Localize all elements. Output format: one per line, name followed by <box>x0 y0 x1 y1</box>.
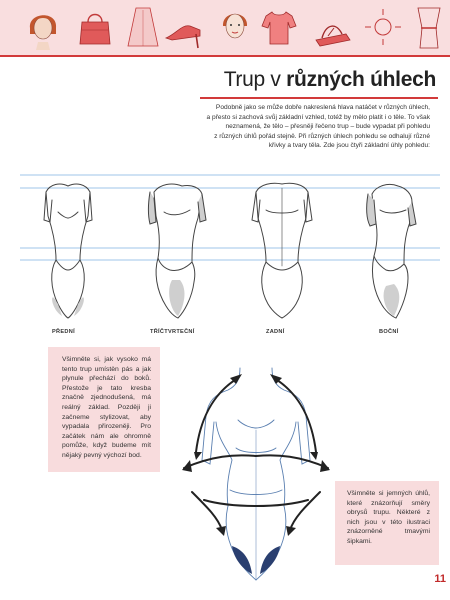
torso-three-quarter <box>149 184 207 318</box>
torso-angles-illustration <box>182 360 330 590</box>
title-rule <box>200 97 438 99</box>
page-title <box>224 68 436 92</box>
sun-icon <box>362 4 404 50</box>
high-heel-icon <box>162 4 204 50</box>
head-icon <box>22 4 64 50</box>
intro-line: křivky a tvary těla. Zde jsou čtyři základní úhly pohledu: <box>268 142 430 150</box>
intro-line: a přesto si zachová svůj základní vzhled, totéž by mělo platit i o těle. To však <box>206 113 430 121</box>
note-left: Všimněte si, jak vysoko má tento trup umístěn pás a jak plynule přechází do boků. Přestože je tato kresba značně zjednodušená, má reálný základ. Později ji začneme stylizovat, aby vypadala přirozeněji. Pro začátek nám ale ohromně pomůže, když budeme mít nějaký pevný výchozí bod. <box>48 347 160 472</box>
skirt-icon <box>122 4 164 50</box>
intro-line: z různých úhlů pořád stejně. Při různých úhlech pohledu se odhalují různé <box>214 132 430 140</box>
page-number: 11 <box>434 573 446 585</box>
torso-icon <box>408 4 450 50</box>
sandal-icon <box>312 4 354 50</box>
torso-front <box>44 184 92 318</box>
label-side: BOČNÍ <box>379 329 399 335</box>
intro-paragraph <box>196 103 430 151</box>
face-icon <box>214 4 256 50</box>
label-back: ZADNÍ <box>266 329 285 335</box>
header-rule <box>0 55 450 57</box>
intro-line: neznamená, že tělo – přesněji řečeno trup – bude vypadat při pohledu <box>225 123 430 131</box>
title-bold: různých úhlech <box>286 68 436 91</box>
handbag-icon <box>74 4 116 50</box>
torso-side <box>367 184 416 318</box>
label-front: PŘEDNÍ <box>52 329 75 335</box>
shading-left <box>232 546 252 574</box>
title-light: Trup v <box>223 68 287 91</box>
header-strip <box>0 0 450 55</box>
torso-views-illustration <box>20 170 440 340</box>
shading-right <box>260 546 280 574</box>
label-three-quarter: TŘÍČTVRTEČNÍ <box>150 329 195 335</box>
intro-line: Podobně jako se může dobře nakreslená hlava natáčet v různých úhlech, <box>215 104 430 111</box>
t-shirt-icon <box>258 4 300 50</box>
torso-outline <box>202 368 310 580</box>
note-right: Všimněte si jemných úhlů, které znázorňují směry obrysů trupu. Některé z nich jsou v této ilustraci znázorněné tmavými šipkami. <box>335 481 439 565</box>
torso-back <box>252 183 312 318</box>
